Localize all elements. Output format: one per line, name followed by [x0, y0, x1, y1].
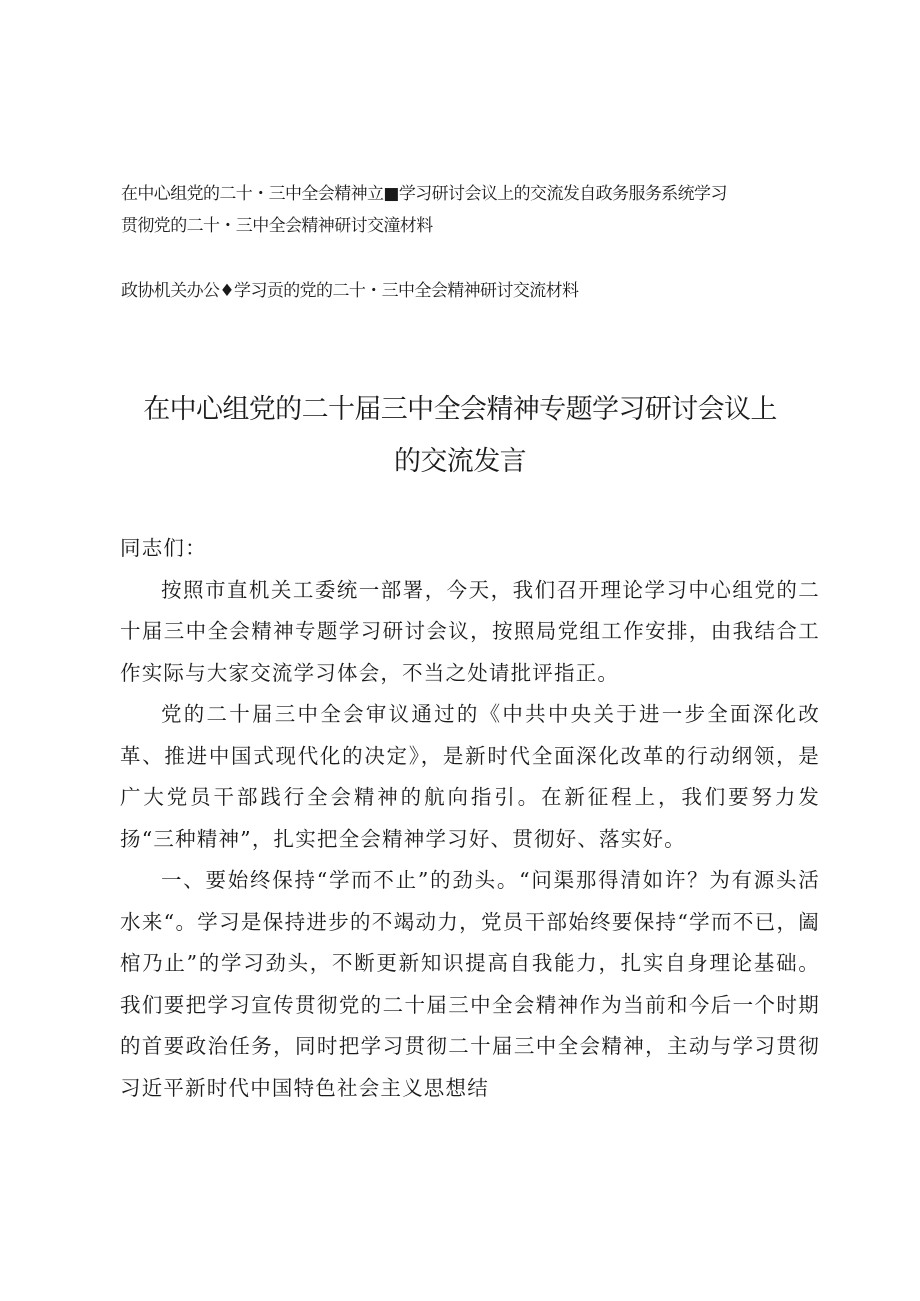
- document-title-line-1: 在中心组党的二十届三中全会精神专题学习研讨会议上: [143, 394, 777, 425]
- related-titles-list: [121, 178, 821, 307]
- related-title-1a: 在中心组党的二十・三中全会精神立■学习研讨会议上的交流发自政务服务系统学习: [121, 184, 727, 204]
- salutation: 同志们：: [120, 536, 207, 560]
- document-title-line-2: 的交流发言: [394, 446, 526, 477]
- body-paragraph: 党的二十届三中全会审议通过的《中共中央关于进一步全面深化改革、推进中国式现代化的决定》，是新时代全面深化改革的行动纲领，是广大党员干部践行全会精神的航向指引。在新征程上，我们要努力发扬“三种精神”，扎实把全会精神学习好、贯彻好、落实好。: [120, 702, 820, 851]
- document-body: [120, 528, 820, 1109]
- body-paragraph: 一、要始终保持“学而不止”的劲头。“问渠那得清如许？为有源头活水来“。学习是保持进步的不竭动力，党员干部始终要保持“学而不已，阖棺乃止”的学习劲头，不断更新知识提高自我能力，扎实自身理论基础。我们要把学习宣传贯彻党的二十届三中全会精神作为当前和今后一个时期的首要政治任务，同时把学习贯彻二十届三中全会精神，主动与学习贯彻习近平新时代中国特色社会主义思想结: [120, 868, 820, 1100]
- body-paragraph: 按照市直机关工委统一部署，今天，我们召开理论学习中心组党的二十届三中全会精神专题学习研讨会议，按照局党组工作安排，由我结合工作实际与大家交流学习体会，不当之处请批评指正。: [120, 577, 820, 685]
- spacer: [121, 242, 821, 275]
- related-title-1b: 贯彻党的二十・三中全会精神研讨交潼材料: [121, 216, 433, 236]
- document-title: [120, 384, 800, 488]
- related-title-2: 政协机关办公♦学习贡的党的二十・三中全会精神研讨交流材料: [121, 281, 579, 301]
